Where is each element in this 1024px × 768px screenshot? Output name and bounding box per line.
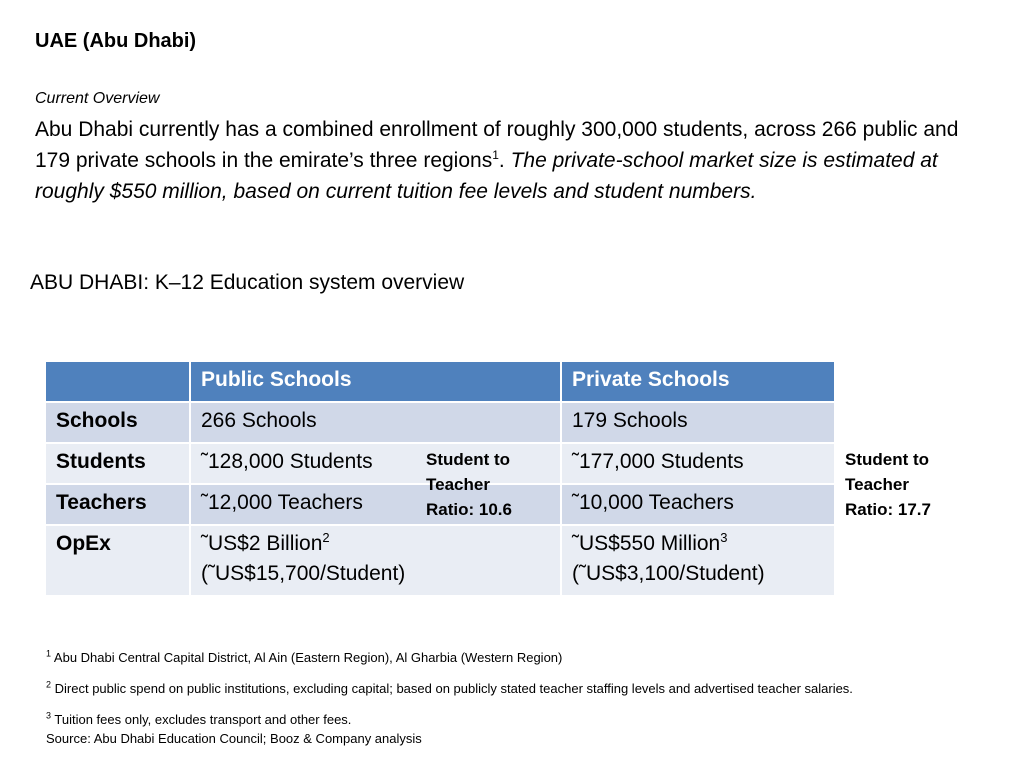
page-title: UAE (Abu Dhabi) <box>35 30 197 52</box>
row-label-schools: Schools <box>45 402 190 443</box>
cell-public-students: ˜128,000 Students <box>190 443 561 484</box>
footnote-ref: 3 <box>720 530 728 545</box>
ratio-line: Student to <box>426 450 511 469</box>
footnote-1 <box>46 648 562 667</box>
private-opex-per-student: (˜US$3,100/Student) <box>572 562 765 585</box>
cell-public-schools: 266 Schools <box>190 402 561 443</box>
row-label-teachers: Teachers <box>45 484 190 525</box>
footnote-number: 1 <box>46 648 52 659</box>
public-opex-per-student: (˜US$15,700/Student) <box>201 562 406 585</box>
footnote-text: Tuition fees only, excludes transport and other fees. <box>54 712 352 727</box>
overview-label: Current Overview <box>35 90 160 107</box>
cell-public-opex <box>190 525 561 596</box>
footnote-text: Abu Dhabi Central Capital District, Al Ain (Eastern Region), Al Gharbia (Western Region) <box>53 650 563 665</box>
public-opex-total: ˜US$2 Billion <box>201 532 323 555</box>
ratio-value: Ratio: 10.6 <box>426 500 512 519</box>
source-note: Source: Abu Dhabi Education Council; Booz & Company analysis <box>46 731 422 746</box>
cell-private-schools: 179 Schools <box>561 402 835 443</box>
private-student-teacher-ratio <box>845 447 931 522</box>
footnote-number: 3 <box>46 710 52 721</box>
overview-paragraph: Abu Dhabi currently has a combined enrollment of roughly 300,000 students, across 266 public and 179 private schools in the emirate’s three regions$^1$. The private-school market size is estimated at roughly $550 million, based on current tuition fee levels and student numbers. <box>35 118 959 203</box>
table-title: ABU DHABI: K–12 Education system overview <box>30 271 465 294</box>
cell-private-teachers: ˜10,000 Teachers <box>561 484 835 525</box>
cell-private-opex <box>561 525 835 596</box>
footnote-ref: 2 <box>322 530 330 545</box>
overview-italic-text: The private-school market size is estimated at roughly $550 million, based on current tuition fee levels and student numbers. <box>35 149 938 203</box>
header-public-schools: Public Schools <box>190 361 561 402</box>
footnote-3 <box>46 710 351 729</box>
table-header-row <box>45 361 835 402</box>
ratio-value: Ratio: 17.7 <box>845 500 931 519</box>
footnote-ref: 1 <box>492 148 499 162</box>
overview-text: Abu Dhabi currently has a combined enrollment of roughly 300,000 students, across 266 public and 179 private schools in the emirate’s three regions <box>35 118 959 172</box>
table-row <box>45 402 835 443</box>
footnote-2 <box>46 679 853 698</box>
ratio-line: Teacher <box>845 475 909 494</box>
header-corner <box>45 361 190 402</box>
row-label-students: Students <box>45 443 190 484</box>
row-label-opex: OpEx <box>45 525 190 596</box>
table-row <box>45 525 835 596</box>
cell-private-students: ˜177,000 Students <box>561 443 835 484</box>
footnote-number: 2 <box>46 679 52 690</box>
ratio-line: Student to <box>845 450 930 469</box>
ratio-line: Teacher <box>426 475 490 494</box>
private-opex-total: ˜US$550 Million <box>572 532 721 555</box>
public-student-teacher-ratio <box>426 447 512 522</box>
footnote-text: Direct public spend on public institutions, excluding capital; based on publicly stated teacher staffing levels and advertised teacher salaries. <box>54 681 853 696</box>
cell-public-teachers: ˜12,000 Teachers <box>190 484 561 525</box>
header-private-schools: Private Schools <box>561 361 835 402</box>
